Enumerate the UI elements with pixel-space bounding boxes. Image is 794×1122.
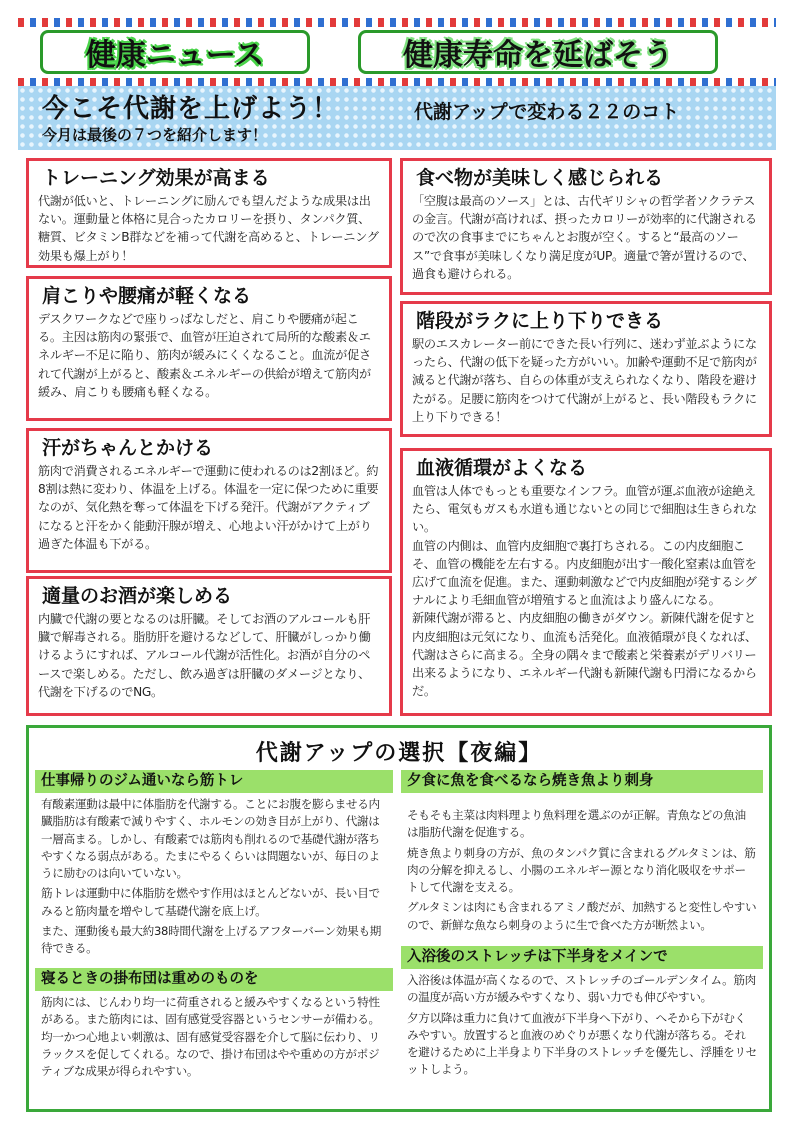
night-item-body: 筋肉には、じんわり均一に荷重されると緩みやすくなるという特性がある。また筋肉には、固有感覚受容器というセンサーが備わる。均一かつ心地よい刺激は、固有感覚受容器を介して脳に伝わり、リラックスを促してくれる。なので、掛け布団はやや重めの方がポジティブな成果が得られやすい。 bbox=[41, 995, 380, 1079]
topic-body: 「空腹は最高のソース」とは、古代ギリシャの哲学者ソクラテスの金言。代謝が高ければ、摂ったカロリーが効率的に代謝されるので次の食事までにちゃんとお腹が空く。すると“最高のソース”で食事が美味しくなり満足度がUP。適量で箸が置けるので、過食も避けられる。 bbox=[412, 194, 757, 281]
topic-box bbox=[400, 158, 772, 295]
longevity-tag: 健康寿命を延ばそう bbox=[358, 30, 718, 74]
night-item-title: 夕食に魚を食べるなら焼き魚より刺身 bbox=[401, 770, 763, 793]
night-item bbox=[35, 770, 393, 958]
page-subtitle: 今月は最後の７つを紹介します！ bbox=[42, 126, 268, 144]
topic-title: トレーニング効果が高まる bbox=[42, 167, 270, 189]
series-title: 代謝アップで変わる２２のコト bbox=[414, 101, 680, 123]
topic-body: 駅のエスカレーター前にできた長い行列に、迷わず並ぶようになったら、代謝の低下を疑った方がいい。加齢や運動不足で筋肉が減ると代謝が落ち、自らの体重が支えられなくなり、階段を避けたがる。足腰に筋肉をつけて代謝が上がると、長い階段もラクに上り下りできる！ bbox=[412, 337, 757, 424]
topic-box bbox=[26, 428, 392, 573]
night-item-body: 筋トレは運動中に体脂肪を燃やす作用はほとんどないが、長い目でみると筋肉量を増やして基礎代謝を底上げ。 bbox=[41, 886, 380, 918]
night-item bbox=[35, 968, 393, 1080]
page-title: 今こそ代謝を上げよう！ bbox=[42, 94, 340, 124]
topic-title: 肩こりや腰痛が軽くなる bbox=[42, 285, 252, 307]
night-item-body: また、運動後も最大約38時間代謝を上げるアフターバーン効果も期待できる。 bbox=[41, 924, 382, 956]
night-item-body: グルタミンは肉にも含まれるアミノ酸だが、加熱すると変性しやすいので、新鮮な魚なら刺身のように生で食べた方が断然よい。 bbox=[407, 900, 757, 932]
topic-body: 血管は人体でもっとも重要なインフラ。血管が運ぶ血液が途絶えたら、電気もガスも水道も通じないとの同じで細胞は生きられない。 bbox=[412, 484, 757, 535]
topic-box bbox=[26, 158, 392, 268]
topic-body: 筋肉で消費されるエネルギーで運動に使われるのは2割ほど。約8割は熱に変わり、体温を上げる。体温を一定に保つために重要なのが、気化熱を奪って体温を下げる発汗。代謝がアクティブになると汗をかく能動汗腺が増え、心地よい汗がかけて上がり過ぎた体温も下がる。 bbox=[38, 464, 379, 551]
topic-box bbox=[26, 576, 392, 716]
topic-body: 血管の内側は、血管内皮細胞で裏打ちされる。この内皮細胞こそ、血管の機能を左右する。内皮細胞が出す一酸化窒素は血管を広げて血流を促進。また、運動刺激などで内皮細胞が発するシグナルにより毛細血管が増殖すると血流はより盛んになる。 bbox=[412, 538, 757, 608]
topic-box bbox=[400, 301, 772, 437]
topic-body: 内臓で代謝の要となるのは肝臓。そしてお酒のアルコールも肝臓で解毒される。脂肪肝を避けるなどして、肝臓がしっかり働けるようにすれば、アルコール代謝が活性化。お酒が自分のペースで楽しめる。ただし、飲み過ぎは肝臓のダメージとなり、代謝を下げるのでNG。 bbox=[38, 612, 371, 699]
night-item-title: 入浴後のストレッチは下半身をメインで bbox=[401, 946, 763, 969]
night-item bbox=[401, 946, 763, 1079]
topic-box bbox=[400, 448, 772, 716]
night-item-body: そもそも主菜は肉料理より魚料理を選ぶのが正解。青魚などの魚油は脂肪代謝を促進する。 bbox=[407, 808, 746, 840]
night-item-body: 焼き魚より刺身の方が、魚のタンパク質に含まれるグルタミンは、筋肉の分解を抑えるし、小腸のエネルギー源となり消化吸収をサポートして代謝を支える。 bbox=[407, 845, 756, 895]
night-item-body: 有酸素運動は最中に体脂肪を代謝する。ことにお腹を膨らませる内臓脂肪は有酸素で減りやすく、ホルモンの効き目が上がり、代謝は一層高まる。しかし、有酸素では筋肉も削れるので基礎代謝が落ちやすくなる弱点がある。たまにやるくらいは問題ないが、毎日のように励むのは向いていない。 bbox=[41, 797, 380, 881]
night-item-title: 寝るときの掛布団は重めのものを bbox=[35, 968, 393, 991]
topic-title: 汗がちゃんとかける bbox=[42, 437, 214, 459]
topic-title: 食べ物が美味しく感じられる bbox=[416, 167, 664, 189]
topic-box bbox=[26, 276, 392, 421]
health-news-tag: 健康ニュース bbox=[40, 30, 310, 74]
topic-body: 代謝が低いと、トレーニングに励んでも望んだような成果は出ない。運動量と体格に見合ったカロリーを摂り、タンパク質、糖質、ビタミンB群などを補って代謝を高めると、トレーニング効果も爆上がり！ bbox=[38, 194, 379, 263]
topic-title: 血液循環がよくなる bbox=[416, 457, 588, 479]
top-stripe bbox=[18, 18, 776, 27]
topic-title: 適量のお酒が楽しめる bbox=[42, 585, 233, 607]
night-section bbox=[26, 725, 772, 1112]
night-section-title: 代謝アップの選択【夜編】 bbox=[255, 741, 543, 766]
night-item-body: 入浴後は体温が高くなるので、ストレッチのゴールデンタイム。筋肉の温度が高い方が緩みやすくなり、弱い力でも伸びやすい。 bbox=[407, 973, 756, 1005]
topic-body: デスクワークなどで座りっぱなしだと、肩こりや腰痛が起こる。主因は筋肉の緊張で、血管が圧迫されて局所的な酸素＆エネルギー不足に陥り、筋肉が緩みにくくなること。血流が促されて代謝が上がると、酸素＆エネルギーの供給が増えて筋肉が緩み、肩こりも腰痛も軽くなる。 bbox=[38, 312, 371, 399]
topic-body: 新陳代謝が滞ると、内皮細胞の働きがダウン。新陳代謝を促すと内皮細胞は元気になり、血流も活発化。血液循環が良くなれば、代謝はさらに高まる。全身の隅々まで酸素と栄養素がデリバリー出来るようになり、エネルギー代謝も新陳代謝も円滑になるからだ。 bbox=[412, 611, 757, 699]
night-item-title: 仕事帰りのジム通いなら筋トレ bbox=[35, 770, 393, 793]
topic-title: 階段がラクに上り下りできる bbox=[416, 310, 664, 332]
night-item-body: 夕方以降は重力に負けて血液が下半身へ下がり、へそから下がむくみやすい。放置すると血液のめぐりが悪くなり代謝が落ちる。それを避けるために上半身より下半身のストレッチを優先し、浮腫をリセットしよう。 bbox=[407, 1010, 757, 1077]
night-item bbox=[401, 770, 763, 934]
